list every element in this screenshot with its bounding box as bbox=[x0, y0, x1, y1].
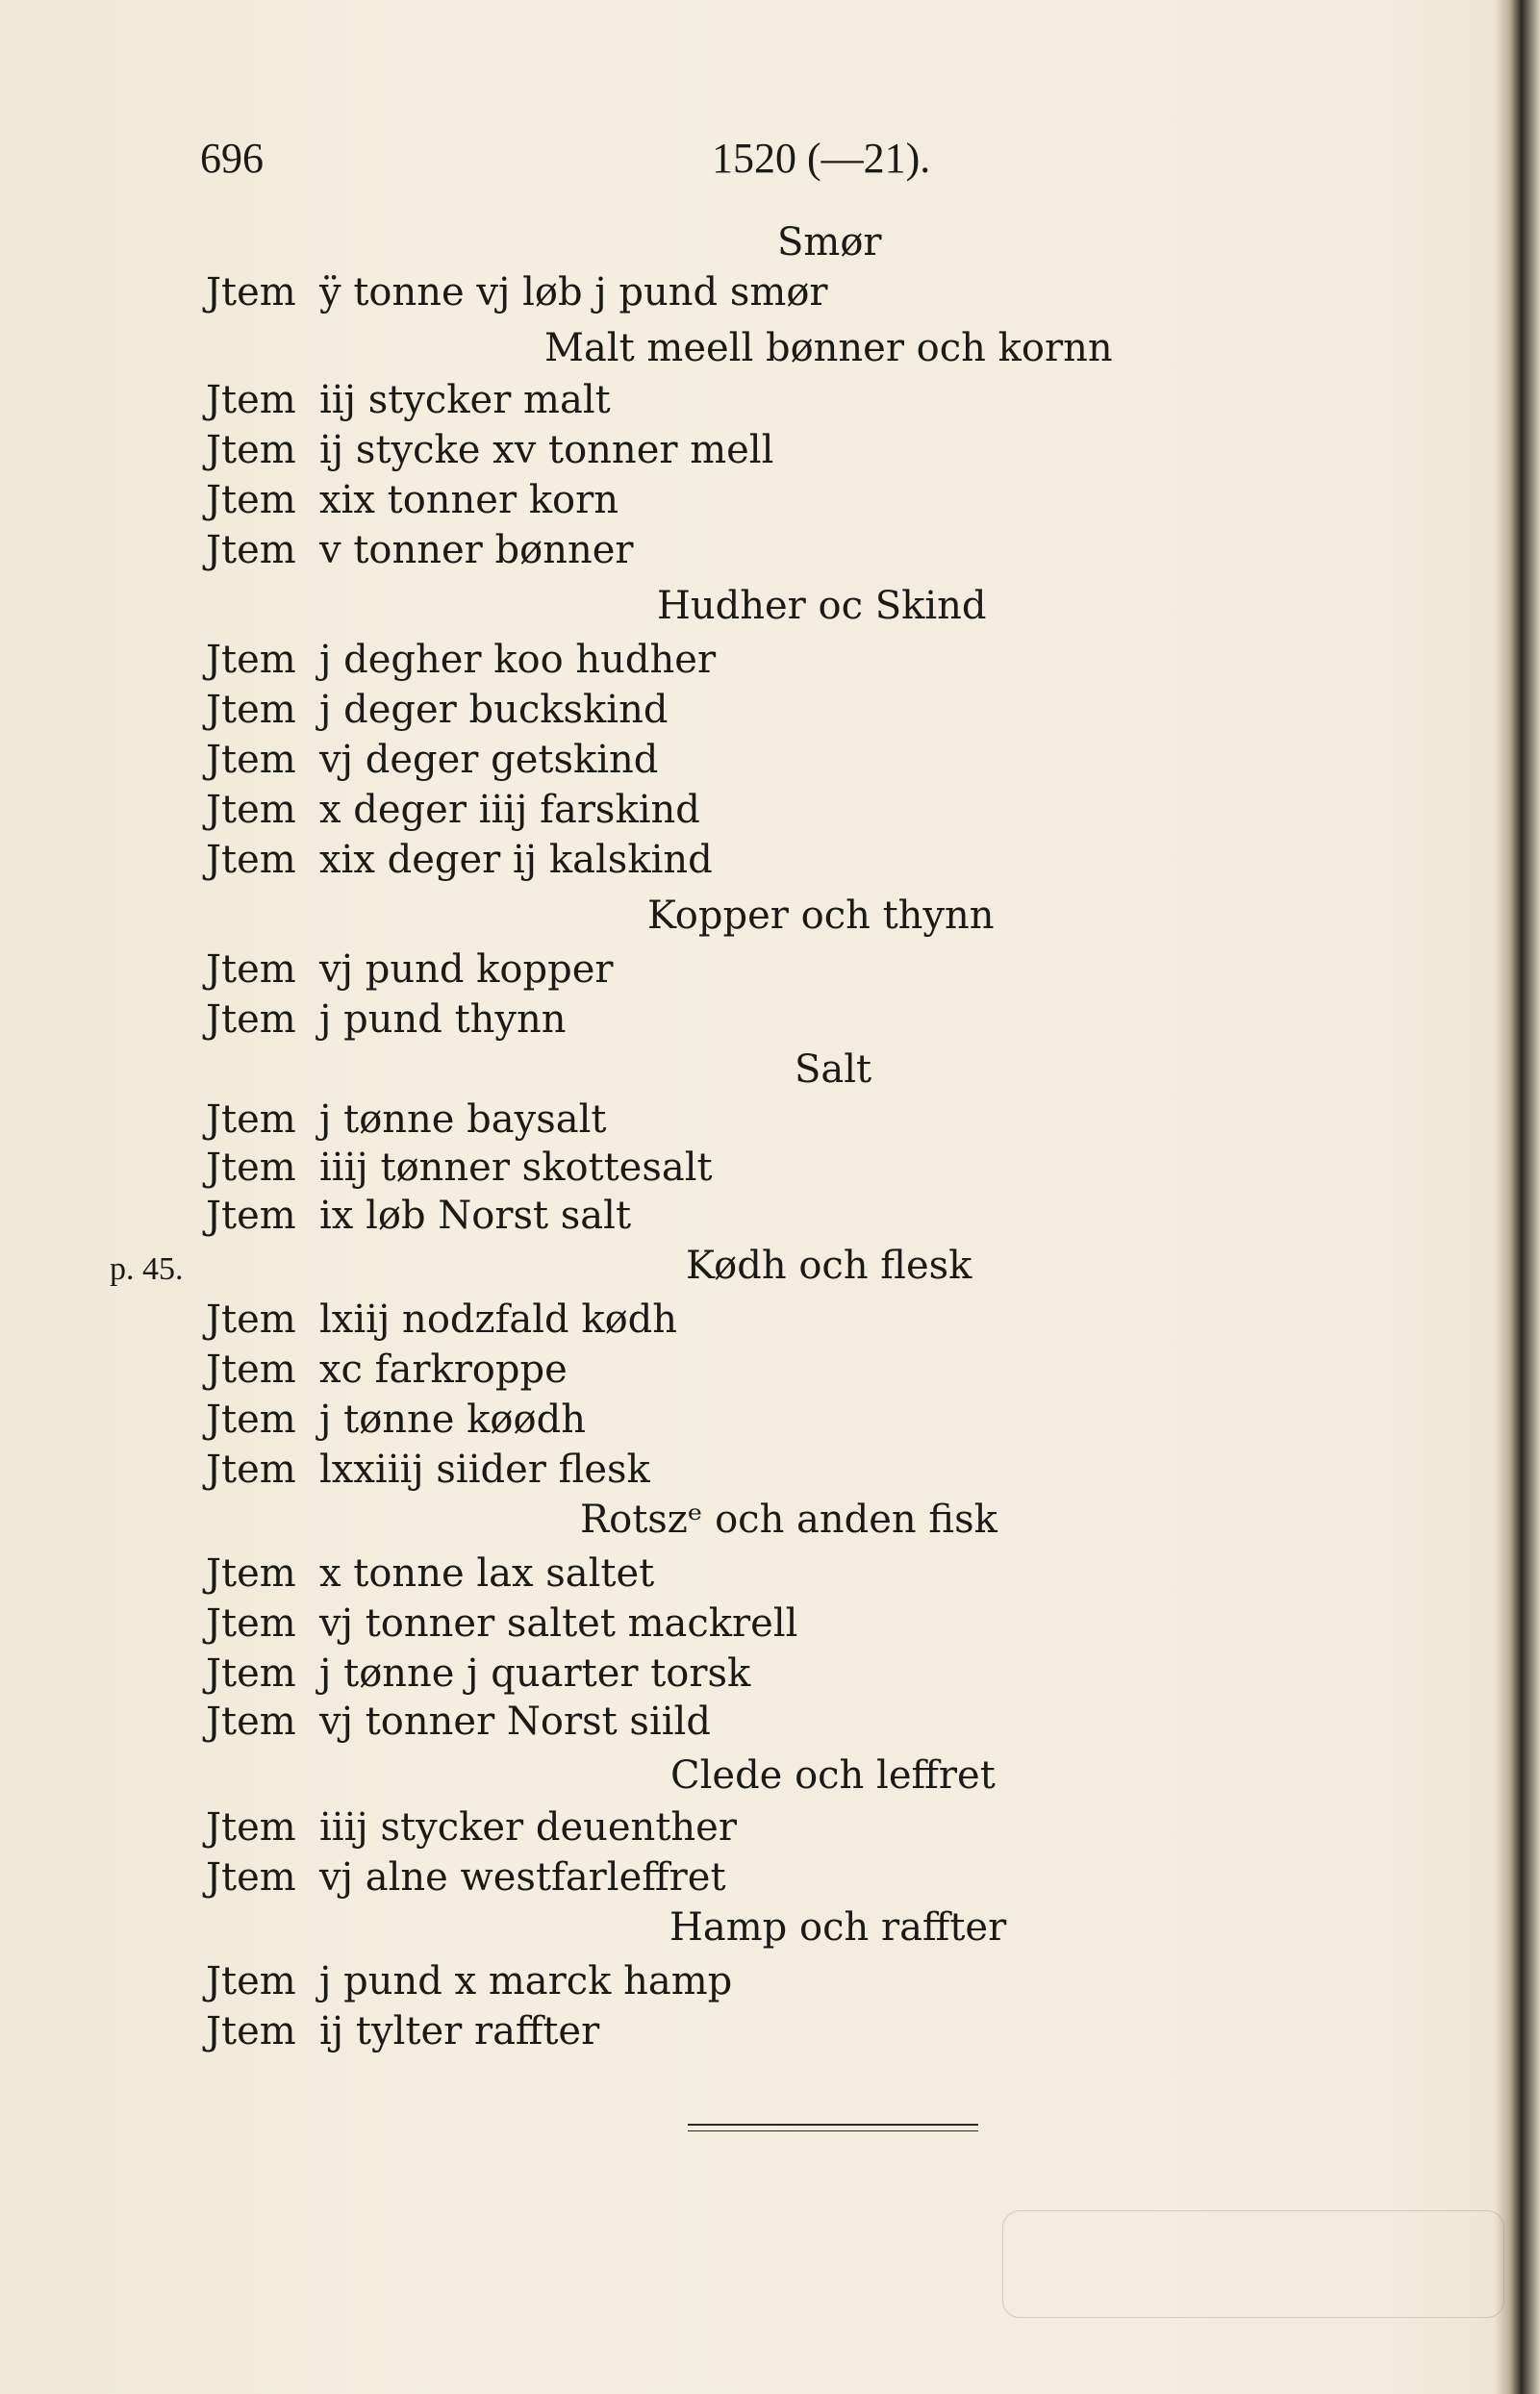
entry-lead: Jtem bbox=[206, 1651, 296, 1696]
entry-lead: Jtem bbox=[206, 638, 296, 682]
entry-lead: Jtem bbox=[206, 378, 296, 422]
margin-note: p. 45. bbox=[110, 1251, 184, 1287]
entry-text: x tonne lax saltet bbox=[319, 1551, 655, 1596]
entry-line bbox=[206, 687, 668, 733]
entry-lead: Jtem bbox=[206, 2009, 296, 2054]
end-rule bbox=[688, 2130, 978, 2131]
entry-text: xix deger ij kalskind bbox=[319, 838, 713, 882]
entry-line bbox=[206, 737, 658, 783]
entry-line bbox=[206, 946, 614, 993]
entry-line bbox=[206, 1397, 586, 1443]
entry-text: ix løb Norst salt bbox=[319, 1194, 632, 1238]
entry-line bbox=[206, 477, 619, 523]
entry-text: vj tonner saltet mackrell bbox=[319, 1601, 798, 1646]
entry-text: v tonner bønner bbox=[319, 528, 634, 572]
entry-line bbox=[206, 1958, 732, 2004]
entry-lead: Jtem bbox=[206, 1097, 296, 1142]
section-heading: Kødh och flesk bbox=[686, 1244, 972, 1288]
entry-line bbox=[206, 527, 634, 573]
section-heading: Rotszᵉ och anden fisk bbox=[580, 1498, 997, 1542]
end-rule bbox=[688, 2124, 978, 2126]
entry-line bbox=[206, 1096, 606, 1143]
entry-text: xix tonner korn bbox=[319, 478, 619, 522]
section-heading: Salt bbox=[795, 1047, 872, 1092]
entry-lead: Jtem bbox=[206, 788, 296, 832]
entry-text: vj deger getskind bbox=[319, 738, 659, 782]
entry-line bbox=[206, 837, 713, 883]
entry-lead: Jtem bbox=[206, 428, 296, 472]
entry-text: j tønne j quarter torsk bbox=[319, 1651, 751, 1696]
entry-lead: Jtem bbox=[206, 1601, 296, 1646]
entry-line bbox=[206, 1447, 650, 1493]
entry-line bbox=[206, 377, 611, 423]
entry-text: ij tylter raffter bbox=[319, 2009, 600, 2054]
entry-lead: Jtem bbox=[206, 1448, 296, 1492]
entry-lead: Jtem bbox=[206, 528, 296, 572]
entry-text: j pund thynn bbox=[319, 997, 567, 1042]
entry-text: iij stycker malt bbox=[319, 378, 611, 422]
entry-lead: Jtem bbox=[206, 478, 296, 522]
entry-text: j tønne køødh bbox=[319, 1398, 586, 1442]
entry-lead: Jtem bbox=[206, 838, 296, 882]
entry-lead: Jtem bbox=[206, 1805, 296, 1850]
entry-text: j deger buckskind bbox=[319, 688, 669, 732]
entry-text: vj alne westfarleffret bbox=[319, 1855, 726, 1900]
entry-line bbox=[206, 1193, 631, 1239]
entry-lead: Jtem bbox=[206, 1194, 296, 1238]
entry-lead: Jtem bbox=[206, 997, 296, 1042]
entry-line bbox=[206, 1145, 713, 1191]
entry-text: j tønne baysalt bbox=[319, 1097, 607, 1142]
entry-line bbox=[206, 1550, 654, 1597]
section-heading: Hamp och raffter bbox=[669, 1905, 1007, 1950]
entry-lead: Jtem bbox=[206, 1398, 296, 1442]
entry-line bbox=[206, 2008, 599, 2054]
section-heading: Smør bbox=[777, 220, 882, 265]
entry-text: xc farkroppe bbox=[319, 1348, 568, 1392]
entry-line bbox=[206, 1854, 726, 1901]
entry-text: j degher koo hudher bbox=[319, 638, 717, 682]
entry-line bbox=[206, 269, 828, 315]
section-heading: Kopper och thynn bbox=[647, 894, 995, 938]
entry-line bbox=[206, 1699, 711, 1745]
section-heading: Malt meell bønner och kornn bbox=[544, 326, 1113, 370]
entry-lead: Jtem bbox=[206, 947, 296, 992]
entry-text: vj tonner Norst siild bbox=[319, 1700, 711, 1744]
entry-lead: Jtem bbox=[206, 1146, 296, 1190]
entry-line bbox=[206, 1297, 677, 1343]
entry-line bbox=[206, 1651, 750, 1697]
entry-lead: Jtem bbox=[206, 1348, 296, 1392]
paper-stain bbox=[1002, 2210, 1504, 2318]
entry-line bbox=[206, 1600, 797, 1647]
running-head: 1520 (—21). bbox=[712, 135, 931, 182]
entry-lead: Jtem bbox=[206, 270, 296, 315]
entry-line bbox=[206, 787, 700, 833]
entry-line bbox=[206, 427, 773, 473]
entry-lead: Jtem bbox=[206, 1959, 296, 2003]
entry-lead: Jtem bbox=[206, 1551, 296, 1596]
entry-text: x deger iiij farskind bbox=[319, 788, 700, 832]
entry-text: iiij tønner skottesalt bbox=[319, 1146, 713, 1190]
entry-line bbox=[206, 996, 567, 1043]
section-heading: Hudher oc Skind bbox=[657, 584, 987, 628]
entry-text: j pund x marck hamp bbox=[319, 1959, 733, 2003]
entry-line bbox=[206, 1804, 737, 1851]
entry-lead: Jtem bbox=[206, 1855, 296, 1900]
entry-line bbox=[206, 637, 716, 683]
entry-line bbox=[206, 1347, 568, 1393]
book-spine-edge bbox=[1494, 0, 1540, 2394]
entry-lead: Jtem bbox=[206, 688, 296, 732]
section-heading: Clede och leffret bbox=[670, 1753, 996, 1798]
entry-text: vj pund kopper bbox=[319, 947, 614, 992]
entry-lead: Jtem bbox=[206, 738, 296, 782]
entry-text: ij stycke xv tonner mell bbox=[319, 428, 774, 472]
page-number: 696 bbox=[200, 135, 264, 182]
entry-text: lxiij nodzfald kødh bbox=[319, 1298, 678, 1342]
entry-text: iiij stycker deuenther bbox=[319, 1805, 737, 1850]
entry-lead: Jtem bbox=[206, 1700, 296, 1744]
entry-text: lxxiiij siider flesk bbox=[319, 1448, 650, 1492]
entry-text: ÿ tonne vj løb j pund smør bbox=[319, 270, 828, 315]
entry-lead: Jtem bbox=[206, 1298, 296, 1342]
